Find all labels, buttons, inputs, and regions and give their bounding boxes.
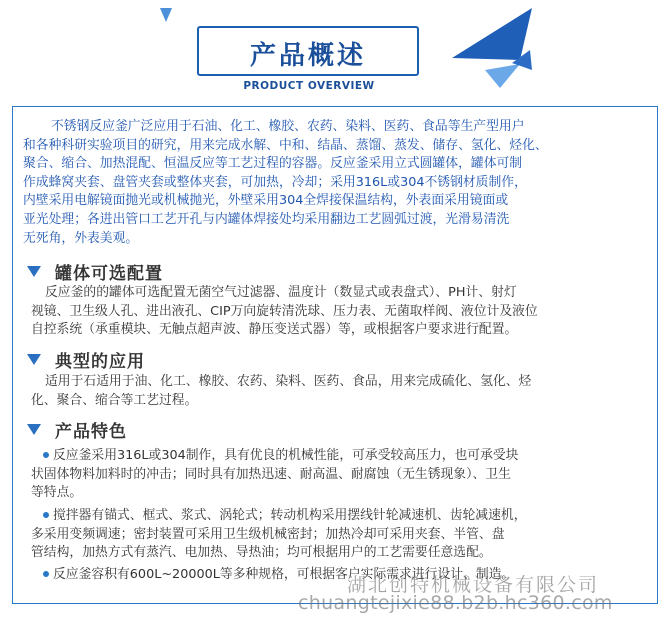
- triangle-bullet-icon: [27, 424, 41, 435]
- section-title: 产品特色: [55, 421, 127, 442]
- mid-triangle-right: [485, 64, 520, 88]
- watermark-company: 湖北创特机械设备有限公司: [347, 574, 600, 596]
- feature-line: 状固体物料加料时的冲击；同时具有加热迅速、耐高温、耐腐蚀（无生锈现象）、卫生: [31, 466, 511, 482]
- feature-bullet: [31, 447, 646, 503]
- intro-line: 聚合、缩合、加热混配、恒温反应等工艺过程的容器。反应釜采用立式圆罐体，罐体可制: [23, 156, 523, 172]
- config-line: 反应釜的的罐体可选配置无菌空气过滤器、温度计（数显式或表盘式）、PH计、射灯: [45, 285, 517, 300]
- application-line: 化、聚合、缩合等工艺过程。: [31, 392, 198, 408]
- intro-line: 内壁采用电解镜面抛光或机械抛光，外壁采用304全焊接保温结构，外表面采用镜面或: [23, 193, 509, 209]
- intro-line: 不锈钢反应釜广泛应用于石油、化工、橡胶、农药、染料、医药、食品等生产型用户: [51, 119, 525, 134]
- bullet-dot-icon: [43, 571, 49, 577]
- section-title: 罐体可选配置: [55, 263, 163, 284]
- title-frame: [197, 26, 419, 76]
- bullet-dot-icon: [43, 512, 49, 518]
- page-subtitle: PRODUCT OVERVIEW: [243, 80, 375, 92]
- section-heading-features: [23, 417, 127, 441]
- intro-line: 无死角，外表美观。: [23, 230, 139, 246]
- section-title: 典型的应用: [55, 351, 145, 372]
- feature-bullet: [31, 507, 646, 563]
- watermark-url: chuangtejixie88.b2b.hc360.com: [298, 592, 613, 614]
- intro-line: 作成蜂窝夹套、盘管夹套或整体夹套，可加热，冷却；采用316L或304不锈钢材质制作，: [23, 174, 527, 190]
- feature-line: 反应釜采用316L或304制作，具有优良的机械性能，可承受较高压力，也可承受块: [31, 447, 646, 466]
- feature-line: 管结构，加热方式有蒸汽、电加热、导热油；均可根据用户的工艺需要任意选配。: [31, 545, 492, 561]
- config-paragraph: [31, 284, 646, 340]
- feature-line: 多采用变频调速；密封装置可采用卫生级机械密封；加热冷却可采用夹套、半管、盘: [31, 526, 505, 542]
- intro-line: 和各种科研实验项目的研究，用来完成水解、中和、结晶、蒸馏、蒸发、储存、氢化、烃化、: [23, 137, 548, 153]
- application-paragraph: [31, 373, 646, 410]
- application-line: 适用于石适用于油、化工、橡胶、农药、染料、医药、食品，用来完成硫化、氢化、烃: [45, 374, 532, 389]
- feature-line: 等特点。: [31, 485, 83, 501]
- config-line: 自控系统（承重模块、无触点超声波、静压变送式器）等，或根据客户要求进行配置。: [31, 322, 518, 338]
- triangle-bullet-icon: [27, 354, 41, 365]
- small-triangle-left: [160, 8, 172, 22]
- triangle-bullet-icon: [27, 266, 41, 277]
- section-heading-config: [23, 259, 163, 283]
- header-banner: [0, 0, 670, 100]
- page-title: 产品概述: [249, 41, 366, 71]
- feature-line: 反应釜容积有600L~20000L等多种规格，可根据客户实际需求进行设计、制造。: [31, 566, 646, 585]
- config-line: 视镜、卫生级人孔、进出液孔、CIP万向旋转清洗球、压力表、无菌取样阀、液位计及液位: [31, 303, 538, 319]
- intro-paragraph: [23, 118, 647, 248]
- content-box: [12, 106, 658, 604]
- bullet-dot-icon: [43, 452, 49, 458]
- intro-line: 亚光处理；各进出管口工艺开孔与内罐体焊接处均采用翻边工艺圆弧过渡，光滑易清洗: [23, 211, 510, 227]
- section-heading-application: [23, 347, 145, 371]
- large-triangle-right: [452, 8, 532, 60]
- feature-line: 搅拌器有锚式、框式、浆式、涡轮式；转动机构采用摆线针轮减速机、齿轮减速机，: [31, 507, 646, 526]
